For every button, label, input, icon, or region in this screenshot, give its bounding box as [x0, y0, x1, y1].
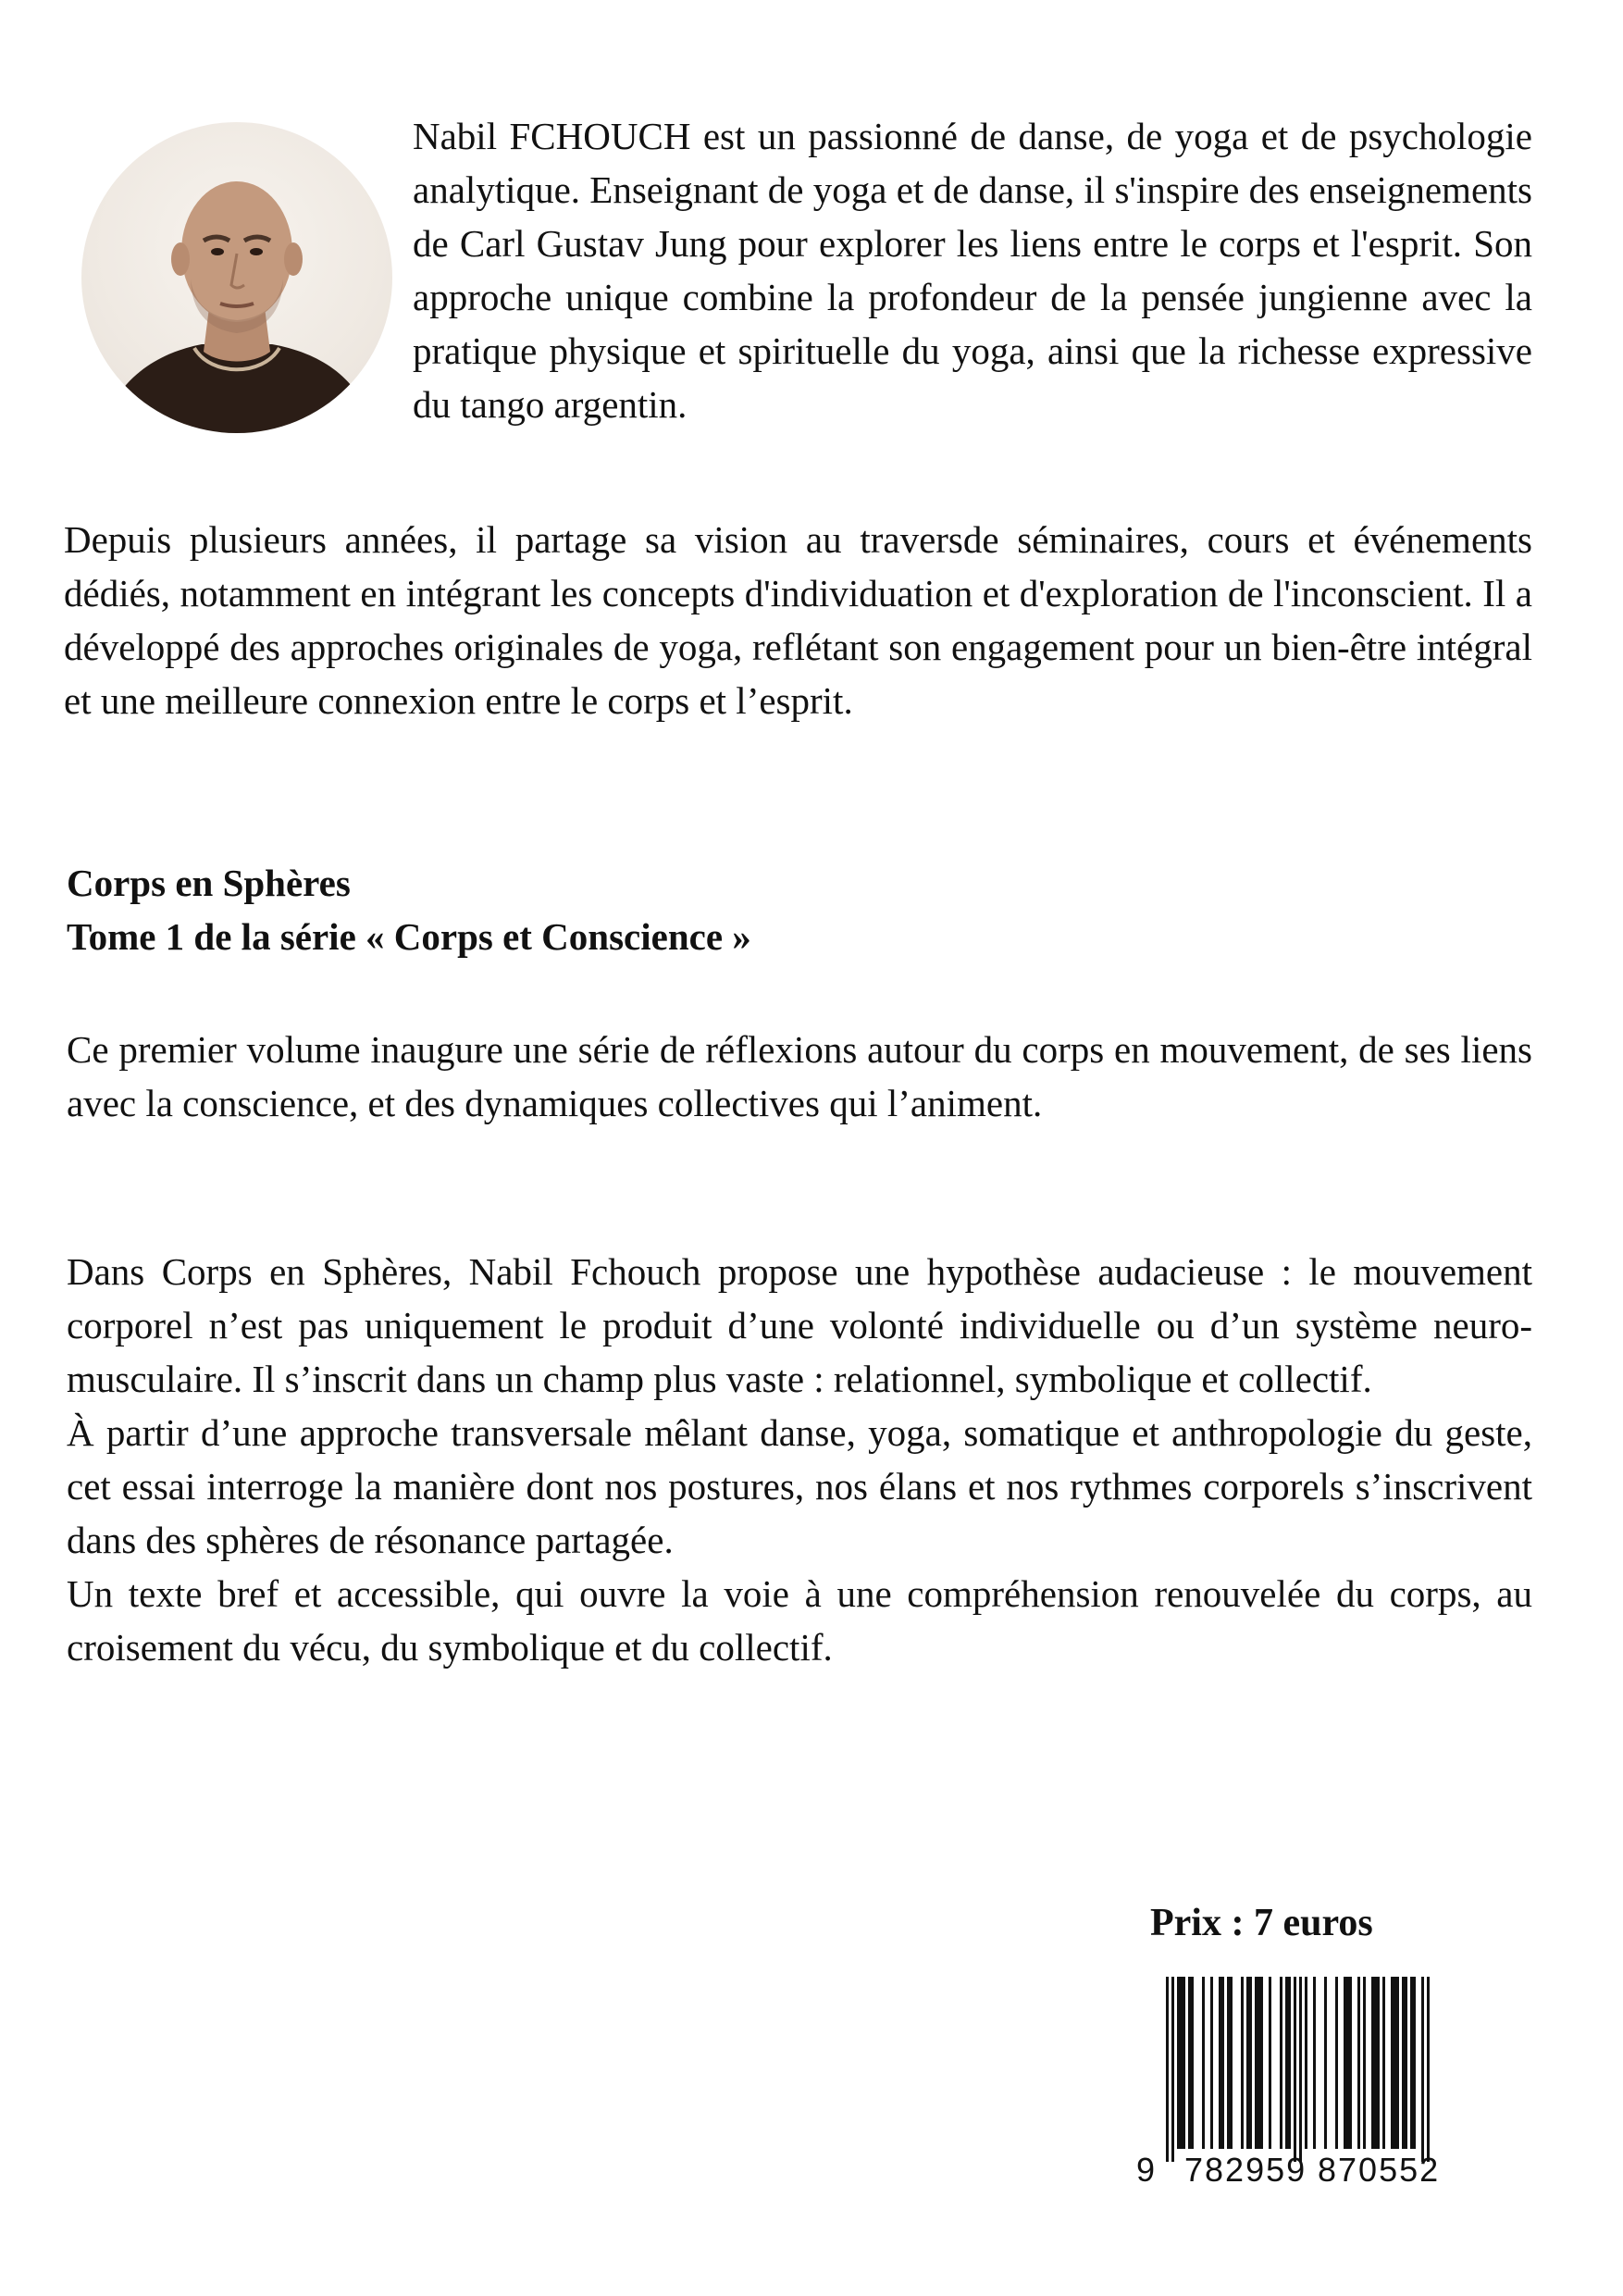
barcode-bar — [1202, 1977, 1205, 2149]
book-description-3: À partir d’une approche transversale mêlant danse, yoga, somatique et anthropologie du geste, cet essai interroge la manière dont nos postures, nos élans et nos rythmes corporels s’inscrivent dans des sphères de résonance partagée. — [67, 1411, 1532, 1561]
barcode-bar — [1324, 1977, 1327, 2149]
book-description-block — [67, 1245, 1532, 1674]
book-series-line: Tome 1 de la série « Corps et Conscience » — [67, 915, 751, 958]
barcode-guard-bar — [1299, 1977, 1302, 2162]
barcode-bar — [1241, 1977, 1244, 2149]
barcode-bar — [1183, 1977, 1185, 2149]
barcode-guard-bar — [1166, 1977, 1169, 2162]
price-label: Prix : 7 euros — [1150, 1902, 1373, 1944]
barcode-bar — [1357, 1977, 1360, 2149]
barcode-bar — [1230, 1977, 1233, 2149]
book-description-2: Dans Corps en Sphères, Nabil Fchouch propose une hypothèse audacieuse : le mouvement corporel n’est pas uniquement le produit d’une volonté individuelle ou d’un système neuro-musculaire. Il s’inscrit dans un champ plus vaste : relationnel, symbolique et collectif. — [67, 1250, 1532, 1400]
isbn-barcode — [1131, 1977, 1466, 2206]
barcode-bar — [1374, 1977, 1377, 2149]
barcode-bar — [1382, 1977, 1385, 2149]
barcode-guard-bar — [1427, 1977, 1430, 2162]
barcode-bar — [1313, 1977, 1316, 2149]
author-portrait — [81, 122, 392, 433]
barcode-bar — [1288, 1977, 1291, 2149]
barcode-bar — [1280, 1977, 1282, 2149]
author-bio-2: Depuis plusieurs années, il partage sa vision au traversde séminaires, cours et événements dédiés, notamment en intégrant les concepts d'individuation et d'exploration de l'inconscient. Il a développé des approches originales de yoga, reflétant son engagement pour un bien-être intégral et une meilleure connexion entre le corps et l’esprit. — [64, 518, 1532, 722]
barcode-bar — [1377, 1977, 1380, 2149]
barcode-bars — [1131, 1977, 1466, 2162]
barcode-bar — [1255, 1977, 1258, 2149]
barcode-bar — [1227, 1977, 1230, 2149]
barcode-bar — [1371, 1977, 1374, 2149]
barcode-bar — [1391, 1977, 1394, 2149]
barcode-bar — [1413, 1977, 1416, 2149]
barcode-bar — [1180, 1977, 1183, 2149]
author-bio-1: Nabil FCHOUCH est un passionné de danse, de yoga et de psychologie analytique. Enseignant de yoga et de danse, il s'inspire des enseignements de Carl Gustav Jung pour explorer les liens entre le corps et l'esprit. Son approche unique combine la profondeur de la pensée jungienne avec la pratique physique et spirituelle du yoga, ainsi que la richesse expressive du tango argentin. — [413, 115, 1532, 426]
barcode-bar — [1402, 1977, 1405, 2149]
barcode-guard-bar — [1421, 1977, 1424, 2162]
barcode-bar — [1363, 1977, 1366, 2149]
barcode-bar — [1260, 1977, 1263, 2149]
barcode-bar — [1394, 1977, 1396, 2149]
barcode-left-group: 782959 — [1184, 2151, 1307, 2189]
barcode-bar — [1346, 1977, 1349, 2149]
barcode-first-digit: 9 — [1136, 2151, 1156, 2189]
barcode-bar — [1285, 1977, 1288, 2149]
book-title: Corps en Sphères — [67, 862, 351, 904]
barcode-guard-bar — [1171, 1977, 1174, 2162]
barcode-bar — [1210, 1977, 1213, 2149]
barcode-bar — [1396, 1977, 1399, 2149]
barcode-bar — [1249, 1977, 1252, 2149]
book-description-4: Un texte bref et accessible, qui ouvre la voie à une compréhension renouvelée du corps, au croisement du vécu, du symbolique et du collectif. — [67, 1572, 1532, 1669]
barcode-bar — [1221, 1977, 1224, 2149]
barcode-bar — [1344, 1977, 1346, 2149]
barcode-bar — [1410, 1977, 1413, 2149]
barcode-bar — [1177, 1977, 1180, 2149]
barcode-bar — [1335, 1977, 1338, 2149]
barcode-bar — [1258, 1977, 1260, 2149]
barcode-bar — [1188, 1977, 1191, 2149]
barcode-bar — [1191, 1977, 1194, 2149]
book-description-1: Ce premier volume inaugure une série de réflexions autour du corps en mouvement, de ses liens avec la conscience, et des dynamiques collectives qui l’animent. — [67, 1028, 1532, 1124]
barcode-bar — [1305, 1977, 1307, 2149]
author-portrait-image — [81, 122, 392, 433]
barcode-bar — [1349, 1977, 1352, 2149]
barcode-digits — [1131, 2151, 1466, 2197]
barcode-guard-bar — [1294, 1977, 1296, 2162]
barcode-bar — [1405, 1977, 1407, 2149]
barcode-bar — [1269, 1977, 1271, 2149]
barcode-right-group: 870552 — [1318, 2151, 1441, 2189]
barcode-bar — [1246, 1977, 1249, 2149]
barcode-bar — [1219, 1977, 1221, 2149]
